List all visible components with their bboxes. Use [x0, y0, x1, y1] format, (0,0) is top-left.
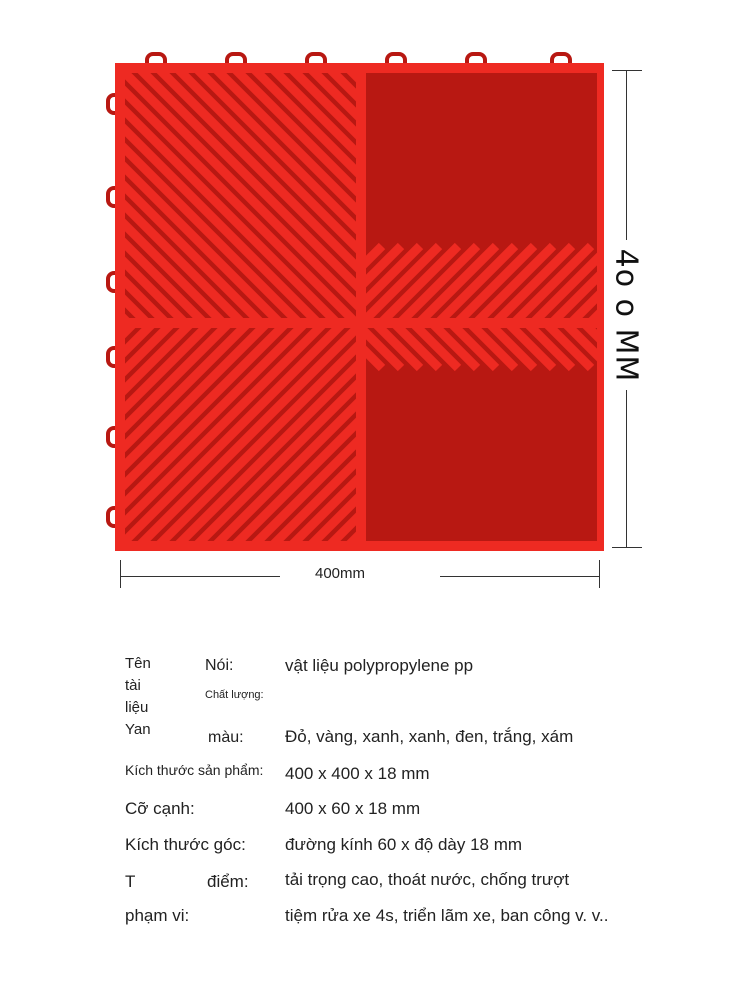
height-tick-top: [612, 70, 642, 71]
width-label: 400mm: [314, 565, 366, 582]
width-tick-left: [120, 560, 121, 588]
color-label: màu:: [208, 729, 244, 746]
corner-label: Kích thước góc:: [125, 835, 246, 854]
height-tick-bottom: [612, 547, 642, 548]
edge-label: Cỡ cạnh:: [125, 799, 195, 818]
material-value: vật liệu polypropylene pp: [285, 656, 474, 675]
edge-value: 400 x 60 x 18 mm: [285, 799, 421, 818]
tile-graphic: [106, 52, 604, 552]
name-label-word3: liệu: [125, 699, 149, 716]
floor-tile-image: [106, 52, 604, 552]
scope-label: phạm vi:: [125, 906, 190, 925]
feature-label-end: điểm:: [207, 872, 249, 891]
width-line-right: [440, 576, 600, 577]
size-label: Kích thước sản phẩm:: [125, 762, 264, 778]
scope-value: tiệm rửa xe 4s, triển lãm xe, ban công v. v..: [285, 906, 609, 925]
corner-value: đường kính 60 x độ dày 18 mm: [285, 835, 523, 854]
width-line-left: [120, 576, 280, 577]
material-label: Nói:: [205, 657, 234, 674]
width-tick-right: [599, 560, 600, 588]
name-label-word4: Yan: [125, 721, 151, 738]
color-value: Đỏ, vàng, xanh, xanh, đen, trắng, xám: [285, 727, 574, 746]
material-sub-label: Chất lượng:: [205, 689, 264, 701]
height-dimension: [608, 70, 644, 548]
height-line-lower: [626, 390, 627, 548]
name-label-word2: tài: [125, 677, 141, 694]
name-label-word1: Tên: [125, 655, 151, 672]
height-label: 4o o MM: [608, 248, 644, 383]
width-dimension: [120, 560, 600, 590]
feature-value: tải trọng cao, thoát nước, chống trượt: [285, 870, 570, 889]
feature-label-start: T: [125, 872, 136, 891]
height-line-upper: [626, 70, 627, 240]
size-value: 400 x 400 x 18 mm: [285, 764, 430, 783]
